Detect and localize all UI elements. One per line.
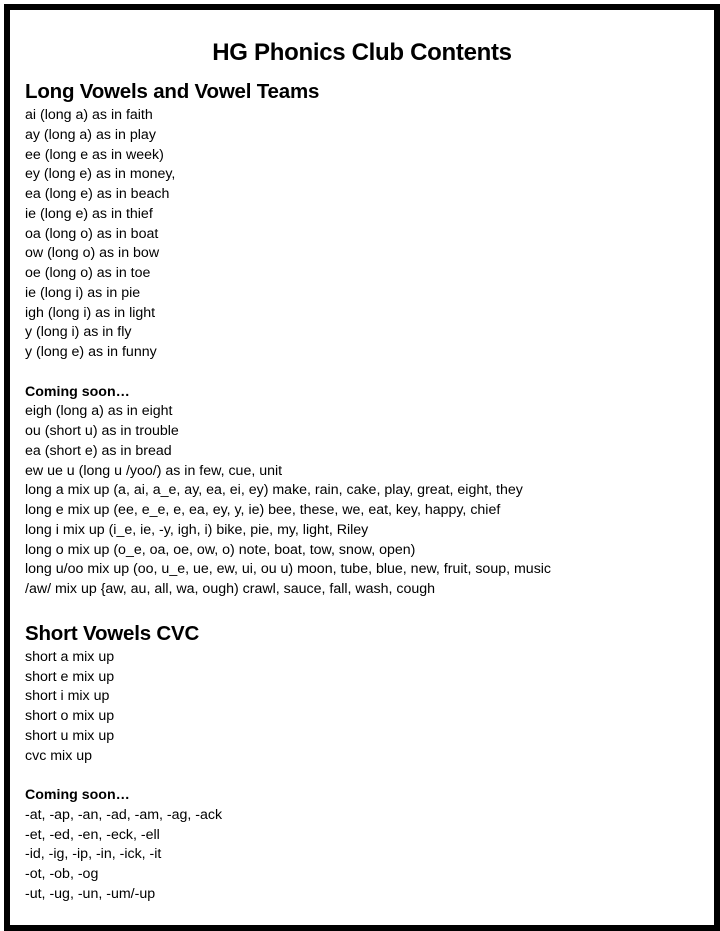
long-vowels-list <box>25 106 695 363</box>
coming-soon-item: /aw/ mix up {aw, au, all, wa, ough) crawl, sauce, fall, wash, cough <box>25 581 436 597</box>
list-item: ey (long e) as in money, <box>25 166 176 183</box>
coming-soon-item: long o mix up (o_e, oa, oe, ow, o) note, boat, tow, snow, open) <box>25 541 416 558</box>
contents-body <box>25 78 695 905</box>
list-item: igh (long i) as in light <box>25 304 156 321</box>
list-item: short e mix up <box>25 668 115 685</box>
list-item: short o mix up <box>25 708 115 724</box>
short-vowels-coming-soon-label: Coming soon… <box>25 787 130 803</box>
list-item: ie (long e) as in thief <box>25 205 153 222</box>
list-item: ow (long o) as in bow <box>25 245 160 262</box>
coming-soon-item: -id, -ig, -ip, -in, -ick, -it <box>25 846 162 863</box>
list-item: ai (long a) as in faith <box>25 107 153 123</box>
list-item: y (long e) as in funny <box>25 344 157 360</box>
list-item: ie (long i) as in pie <box>25 284 141 301</box>
page-border <box>4 4 720 931</box>
coming-soon-item: -ot, -ob, -og <box>25 866 99 882</box>
list-item: short i mix up <box>25 688 110 705</box>
long-vowels-heading: Long Vowels and Vowel Teams <box>25 80 320 103</box>
list-item: oa (long o) as in boat <box>25 225 159 242</box>
long-vowels-coming-soon-label: Coming soon… <box>25 383 130 400</box>
long-vowels-coming-soon-list <box>25 402 695 600</box>
coming-soon-item: ew ue u (long u /yoo/) as in few, cue, unit <box>25 462 283 479</box>
list-item: cvc mix up <box>25 747 93 764</box>
list-item: ay (long a) as in play <box>25 126 156 143</box>
page-title: HG Phonics Club Contents <box>212 39 512 66</box>
coming-soon-item: long u/oo mix up (oo, u_e, ue, ew, ui, ou u) moon, tube, blue, new, fruit, soup, music <box>25 561 552 578</box>
coming-soon-item: -at, -ap, -an, -ad, -am, -ag, -ack <box>25 806 223 823</box>
coming-soon-item: -et, -ed, -en, -eck, -ell <box>25 826 160 843</box>
list-item: ee (long e as in week) <box>25 146 164 163</box>
list-item: ea (long e) as in beach <box>25 186 170 202</box>
coming-soon-item: ou (short u) as in trouble <box>25 423 179 439</box>
list-item: short a mix up <box>25 648 115 665</box>
coming-soon-item: long a mix up (a, ai, a_e, ay, ea, ei, ey) make, rain, cake, play, great, eight, they <box>25 482 523 499</box>
list-item: oe (long o) as in toe <box>25 265 151 281</box>
coming-soon-item: long e mix up (ee, e_e, e, ea, ey, y, ie) bee, these, we, eat, key, happy, chief <box>25 502 501 518</box>
list-item: short u mix up <box>25 727 115 744</box>
short-vowels-heading: Short Vowels CVC <box>25 621 200 645</box>
coming-soon-item: eigh (long a) as in eight <box>25 403 173 420</box>
coming-soon-item: -ut, -ug, -un, -um/-up <box>25 885 156 902</box>
short-vowels-list <box>25 648 695 767</box>
coming-soon-item: long i mix up (i_e, ie, -y, igh, i) bike, pie, my, light, Riley <box>25 521 369 538</box>
short-vowels-coming-soon-list <box>25 806 695 905</box>
list-item: y (long i) as in fly <box>25 324 132 341</box>
coming-soon-item: ea (short e) as in bread <box>25 442 172 459</box>
